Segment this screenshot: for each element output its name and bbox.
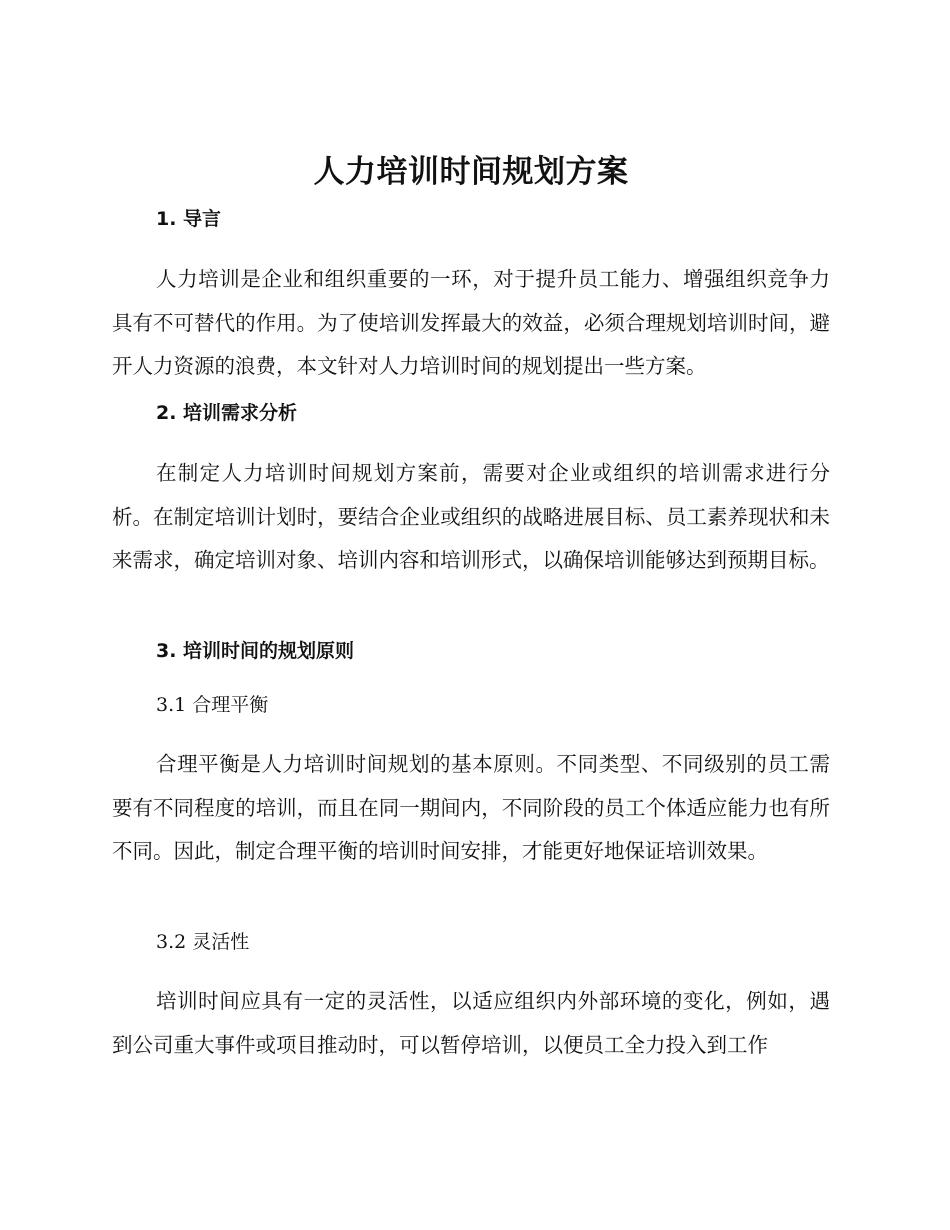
subsection-heading-flexibility: 3.2 灵活性	[156, 931, 250, 953]
section-heading-intro: 1. 导言	[156, 208, 222, 230]
subsection-heading-balance: 3.1 合理平衡	[156, 694, 269, 716]
paragraph-balance: 合理平衡是人力培训时间规划的基本原则。不同类型、不同级别的员工需要有不同程度的培训，而且在同一期间内，不同阶段的员工个体适应能力也有所不同。因此，制定合理平衡的培训时间安排，才能更好地保证培训效果。	[112, 752, 830, 863]
section-heading-principles: 3. 培训时间的规划原则	[156, 640, 355, 662]
document-title: 人力培训时间规划方案	[313, 154, 629, 190]
document-page	[112, 0, 830, 1230]
paragraph-flexibility: 培训时间应具有一定的灵活性，以适应组织内外部环境的变化，例如，遇到公司重大事件或项目推动时，可以暂停培训，以便员工全力投入到工作	[112, 989, 830, 1057]
section-heading-needs-analysis: 2. 培训需求分析	[156, 402, 298, 424]
paragraph-intro: 人力培训是企业和组织重要的一环，对于提升员工能力、增强组织竞争力具有不可替代的作用。为了使培训发挥最大的效益，必须合理规划培训时间，避开人力资源的浪费，本文针对人力培训时间的规划提出一些方案。	[112, 267, 830, 378]
paragraph-needs-analysis: 在制定人力培训时间规划方案前，需要对企业或组织的培训需求进行分析。在制定培训计划时，要结合企业或组织的战略进展目标、员工素养现状和未来需求，确定培训对象、培训内容和培训形式，以确保培训能够达到预期目标。	[112, 461, 830, 572]
